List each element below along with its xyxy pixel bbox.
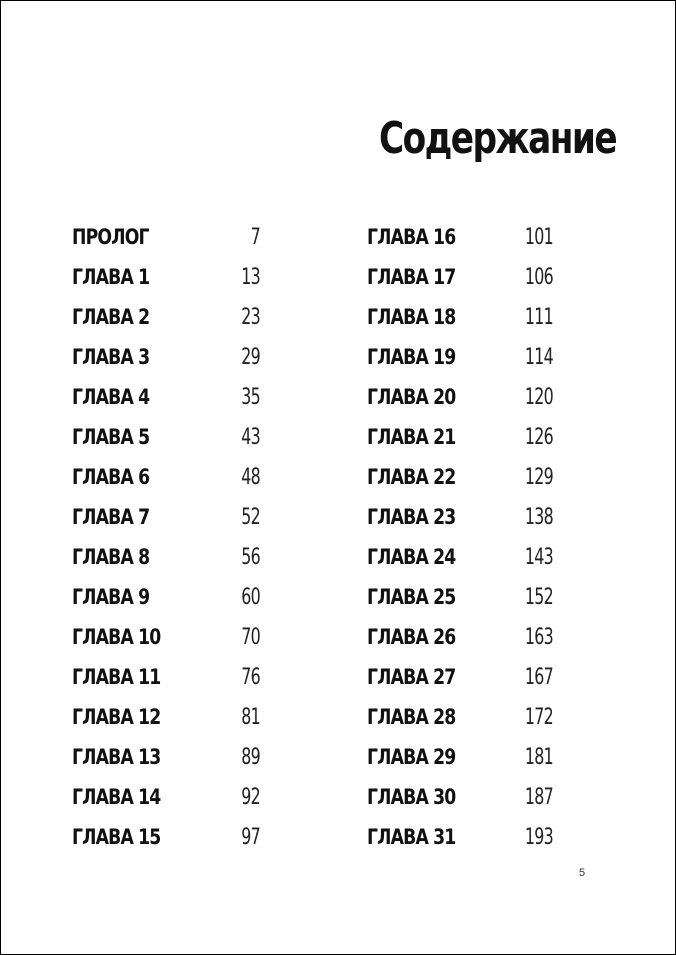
toc-entry-page-number: 89 (241, 745, 260, 770)
toc-entry-label: ГЛАВА 8 (72, 545, 150, 569)
toc-entry-label: ГЛАВА 14 (72, 785, 161, 809)
toc-entry-page-number: 81 (241, 705, 260, 730)
toc-entry[interactable] (367, 303, 553, 343)
toc-entry[interactable] (367, 503, 553, 543)
toc-entry[interactable] (72, 783, 260, 823)
toc-entry[interactable] (72, 463, 260, 503)
toc-entry-page-number: 97 (241, 825, 260, 850)
toc-entry-label: ГЛАВА 10 (72, 625, 161, 649)
toc-entry[interactable] (72, 383, 260, 423)
toc-entry-page-number: 101 (524, 225, 553, 250)
toc-entry-label: ГЛАВА 7 (72, 505, 150, 529)
toc-entry[interactable] (72, 623, 260, 663)
toc-entry-label: ГЛАВА 4 (72, 385, 150, 409)
toc-entry-page-number: 163 (524, 625, 553, 650)
toc-entry[interactable] (72, 263, 260, 303)
toc-entry[interactable] (72, 343, 260, 383)
toc-entry-page-number: 48 (241, 465, 260, 490)
toc-entry-label: ГЛАВА 6 (72, 465, 150, 489)
toc-entry-page-number: 56 (241, 545, 260, 570)
toc-entry[interactable] (367, 623, 553, 663)
toc-entry-label: ГЛАВА 12 (72, 705, 161, 729)
toc-entry[interactable] (72, 583, 260, 623)
toc-entry-page-number: 138 (524, 505, 553, 530)
toc-entry-label: ГЛАВА 11 (72, 665, 161, 689)
toc-entry-label: ГЛАВА 3 (72, 345, 150, 369)
toc-entry-page-number: 52 (241, 505, 260, 530)
toc-entry-label: ГЛАВА 31 (367, 825, 456, 849)
toc-entry[interactable] (367, 343, 553, 383)
toc-entry[interactable] (367, 703, 553, 743)
toc-entry[interactable] (367, 743, 553, 783)
toc-entry-page-number: 126 (524, 425, 553, 450)
page-title: Содержание (379, 113, 617, 164)
toc-entry-page-number: 29 (241, 345, 260, 370)
toc-column-left (72, 223, 260, 863)
toc-entry-label: ГЛАВА 20 (367, 385, 456, 409)
toc-entry[interactable] (72, 543, 260, 583)
toc-entry-page-number: 43 (241, 425, 260, 450)
toc-entry[interactable] (367, 543, 553, 583)
toc-entry-page-number: 152 (524, 585, 553, 610)
toc-entry[interactable] (367, 663, 553, 703)
toc-entry-page-number: 23 (241, 305, 260, 330)
toc-entry-label: ГЛАВА 26 (367, 625, 456, 649)
toc-entry-label: ГЛАВА 15 (72, 825, 161, 849)
toc-entry-label: ГЛАВА 22 (367, 465, 456, 489)
toc-entry-page-number: 187 (524, 785, 553, 810)
toc-entry-page-number: 60 (241, 585, 260, 610)
toc-entry[interactable] (367, 263, 553, 303)
toc-entry[interactable] (72, 423, 260, 463)
toc-entry[interactable] (72, 303, 260, 343)
toc-entry-label: ГЛАВА 28 (367, 705, 456, 729)
toc-entry[interactable] (72, 743, 260, 783)
toc-entry-page-number: 76 (241, 665, 260, 690)
toc-entry-page-number: 129 (524, 465, 553, 490)
toc-entry-page-number: 111 (524, 305, 553, 330)
toc-entry-page-number: 13 (241, 265, 260, 290)
toc-entry-page-number: 92 (241, 785, 260, 810)
toc-entry-label: ГЛАВА 17 (367, 265, 456, 289)
toc-entry-page-number: 120 (524, 385, 553, 410)
toc-entry-label: ГЛАВА 19 (367, 345, 456, 369)
toc-entry-label: ГЛАВА 30 (367, 785, 456, 809)
toc-entry-page-number: 114 (524, 345, 553, 370)
toc-entry-page-number: 106 (524, 265, 553, 290)
toc-entry-page-number: 172 (524, 705, 553, 730)
toc-entry-label: ГЛАВА 18 (367, 305, 456, 329)
page-number: 5 (579, 867, 586, 879)
toc-entry-label: ГЛАВА 9 (72, 585, 150, 609)
toc-entry-label: ГЛАВА 29 (367, 745, 456, 769)
toc-entry-label: ГЛАВА 2 (72, 305, 150, 329)
toc-entry-label: ГЛАВА 21 (367, 425, 456, 449)
toc-entry-label: ГЛАВА 1 (72, 265, 150, 289)
toc-entry-page-number: 193 (524, 825, 553, 850)
toc-entry[interactable] (367, 583, 553, 623)
toc-entry[interactable] (72, 823, 260, 863)
toc-entry[interactable] (367, 423, 553, 463)
toc-entry[interactable] (72, 703, 260, 743)
toc-entry-label: ГЛАВА 25 (367, 585, 456, 609)
toc-entry-label: ГЛАВА 24 (367, 545, 456, 569)
toc-column-right (367, 223, 553, 863)
toc-entry-page-number: 35 (241, 385, 260, 410)
toc-entry-label: ПРОЛОГ (72, 225, 149, 249)
toc-entry-label: ГЛАВА 23 (367, 505, 456, 529)
toc-entry-page-number: 181 (524, 745, 553, 770)
toc-entry-page-number: 167 (524, 665, 553, 690)
toc-entry-label: ГЛАВА 5 (72, 425, 150, 449)
toc-entry[interactable] (367, 223, 553, 263)
toc-entry[interactable] (367, 823, 553, 863)
toc-entry[interactable] (72, 223, 260, 263)
toc-entry[interactable] (72, 503, 260, 543)
toc-entry[interactable] (367, 783, 553, 823)
toc-entry-page-number: 7 (250, 225, 260, 250)
toc-entry[interactable] (367, 383, 553, 423)
toc-entry[interactable] (367, 463, 553, 503)
toc-entry-label: ГЛАВА 13 (72, 745, 161, 769)
toc-entry-label: ГЛАВА 27 (367, 665, 456, 689)
toc-entry[interactable] (72, 663, 260, 703)
toc-entry-page-number: 70 (241, 625, 260, 650)
toc-entry-label: ГЛАВА 16 (367, 225, 456, 249)
toc-entry-page-number: 143 (524, 545, 553, 570)
